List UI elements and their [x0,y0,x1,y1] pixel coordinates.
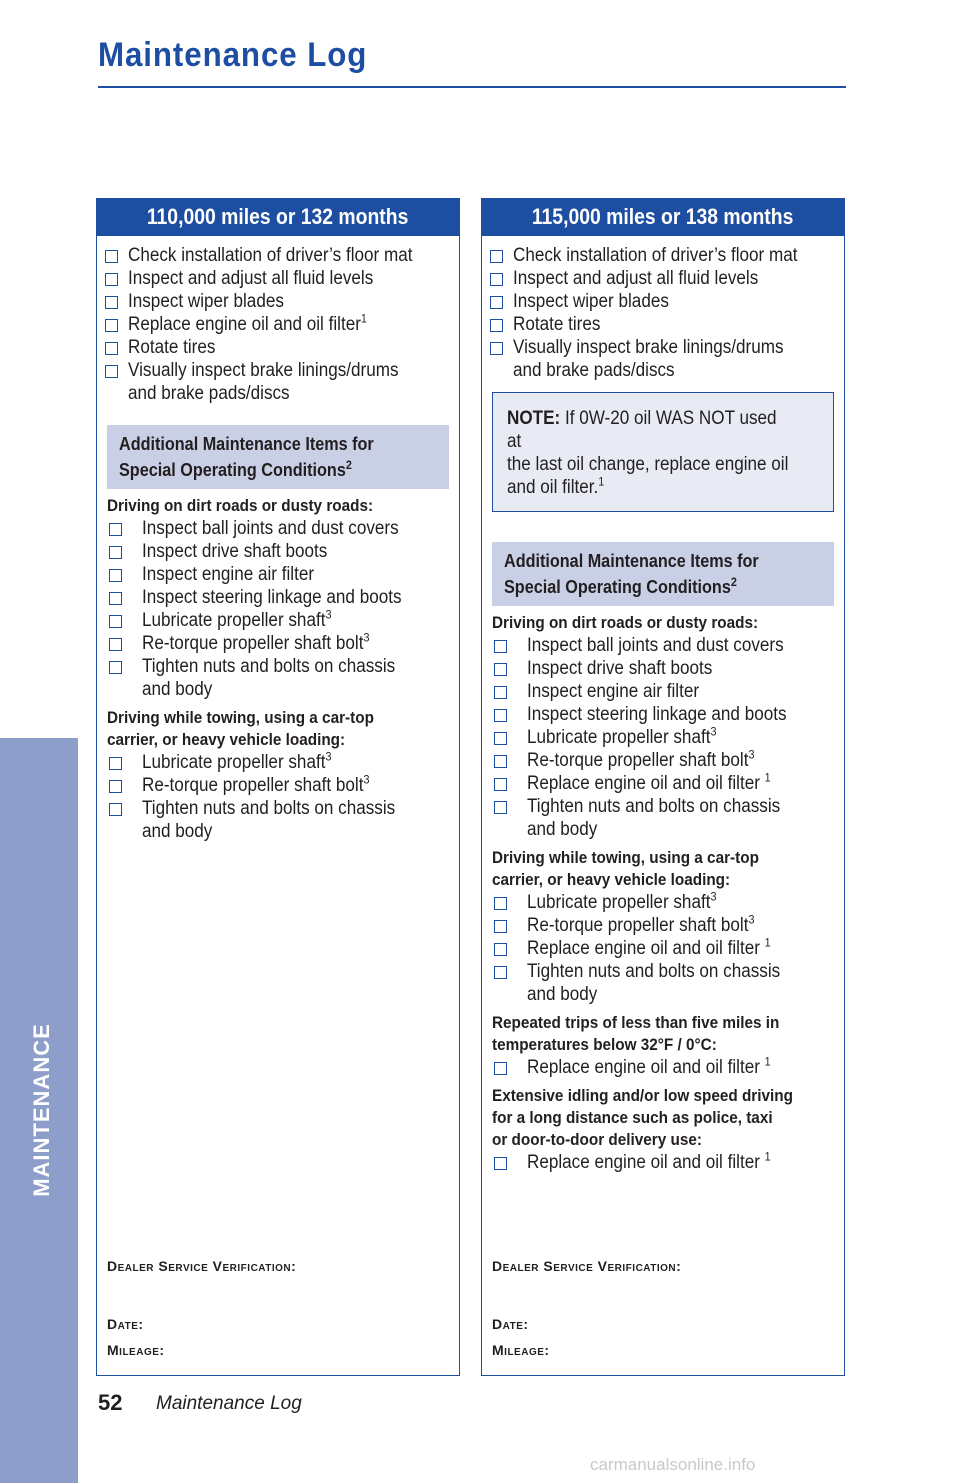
checkbox-icon[interactable] [494,755,507,768]
checklist-item-label: Re-torque propeller shaft bolt [142,775,364,796]
checkbox-icon[interactable] [494,778,507,791]
checklist-item [97,517,459,540]
checkbox-icon[interactable] [105,365,118,378]
checklist-item [482,290,844,313]
checklist-item-label: Replace engine oil and oil filter [527,773,765,794]
checkbox-icon[interactable] [109,592,122,605]
checkbox-icon[interactable] [109,615,122,628]
checklist-item-label: Inspect wiper blades [513,291,669,312]
checklist-item-label: Visually inspect brake linings/drums and brake pads/discs [513,337,784,381]
footnote-ref: 3 [710,889,717,904]
checkbox-icon[interactable] [490,273,503,286]
checklist-dirt [482,634,844,841]
checkbox-icon[interactable] [494,732,507,745]
checklist-item [482,680,844,703]
checklist-item-label: Tighten nuts and bolts on chassis and body [142,798,396,842]
column-header: 115,000 miles or 138 months [481,198,845,236]
footnote-ref: 3 [363,630,370,645]
checkbox-icon[interactable] [105,319,118,332]
condition-heading-dirt: Driving on dirt roads or dusty roads: [107,496,374,515]
watermark: carmanualsonline.info [590,1455,756,1474]
checklist-item-label: Inspect steering linkage and boots [527,704,787,725]
mileage-label: Mileage: [492,1342,550,1358]
checklist-short-trips [482,1056,844,1079]
checklist-item [482,960,844,1006]
checkbox-icon[interactable] [109,803,122,816]
checklist-item [97,313,459,336]
footnote-ref: 1 [360,311,367,326]
checklist-item [482,937,844,960]
checklist-item-label: Inspect and adjust all fluid levels [128,268,374,289]
checkbox-icon[interactable] [494,897,507,910]
checkbox-icon[interactable] [109,546,122,559]
checklist-item-label: Inspect and adjust all fluid levels [513,268,759,289]
checklist-item [97,244,459,267]
checklist-item [97,655,459,701]
checklist-item [482,657,844,680]
checklist-item-label: Check installation of driver’s floor mat [513,245,798,266]
checkbox-icon[interactable] [109,638,122,651]
checklist-item-label: Lubricate propeller shaft [527,892,711,913]
checkbox-icon[interactable] [109,780,122,793]
checklist-item [482,749,844,772]
title-rule [98,86,846,88]
condition-heading-short-trips: Repeated trips of less than five miles in temperatures below 32°F / 0°C: [492,1013,780,1054]
checklist-item [97,336,459,359]
checklist-item-label: Lubricate propeller shaft [142,752,326,773]
checkbox-icon[interactable] [494,966,507,979]
page-title: Maintenance Log [98,36,368,74]
checklist-item [97,586,459,609]
footnote-ref: 3 [748,747,755,762]
checklist-item [97,751,459,774]
checklist-item [482,914,844,937]
checklist-item [97,609,459,632]
checklist-item [482,244,844,267]
footnote-ref: 1 [764,1149,771,1164]
condition-heading-dirt: Driving on dirt roads or dusty roads: [492,613,759,632]
checklist [97,236,459,405]
note-text: If 0W-20 oil WAS NOT used at the last oil change, replace engine oil and oil filter. [507,408,789,498]
date-label: Date: [492,1316,529,1332]
checklist-item [482,703,844,726]
checklist-item-label: Rotate tires [513,314,601,335]
checklist-item-label: Tighten nuts and bolts on chassis and body [142,656,396,700]
checkbox-icon[interactable] [109,523,122,536]
checkbox-icon[interactable] [105,250,118,263]
checklist-item-label: Visually inspect brake linings/drums and brake pads/discs [128,360,399,404]
footnote-ref: 1 [764,1054,771,1069]
checklist-item [97,540,459,563]
footer-label: Maintenance Log [156,1393,302,1414]
checklist-item [482,1056,844,1079]
page-number: 52 [98,1390,123,1415]
checkbox-icon[interactable] [494,640,507,653]
checkbox-icon[interactable] [494,1157,507,1170]
checklist-item [97,359,459,405]
condition-heading-towing: Driving while towing, using a car-top carrier, or heavy vehicle loading: [107,708,374,749]
checklist-dirt [97,517,459,701]
checklist-item [482,1151,844,1174]
condition-heading-towing: Driving while towing, using a car-top carrier, or heavy vehicle loading: [492,848,759,889]
checklist-item [482,891,844,914]
note-label: NOTE: [507,408,561,429]
additional-title: Additional Maintenance Items for [504,551,759,571]
checklist-item [482,634,844,657]
footnote-ref: 3 [325,607,332,622]
checkbox-icon[interactable] [490,342,503,355]
note-box: NOTE: If 0W-20 oil WAS NOT used at the last oil change, replace engine oil and oil filter.$^1$ [492,392,834,512]
date-label: Date: [107,1316,144,1332]
checkbox-icon[interactable] [494,686,507,699]
checklist-item-label: Inspect drive shaft boots [142,541,328,562]
checklist-item-label: Inspect engine air filter [527,681,700,702]
checklist-item-label: Replace engine oil and oil filter [128,314,361,335]
checklist-towing [482,891,844,1006]
checklist-item [97,797,459,843]
checkbox-icon[interactable] [490,296,503,309]
maintenance-column-110k [96,198,460,1376]
checkbox-icon[interactable] [494,663,507,676]
checkbox-icon[interactable] [109,661,122,674]
additional-items-box [492,542,834,606]
checklist-item [482,726,844,749]
checklist-item-label: Replace engine oil and oil filter [527,938,765,959]
checklist-item-label: Inspect steering linkage and boots [142,587,402,608]
footnote-ref: 3 [325,749,332,764]
checklist-towing [97,751,459,843]
checklist-item-label: Rotate tires [128,337,216,358]
additional-items-box [107,425,449,489]
additional-title: Additional Maintenance Items for [119,434,374,454]
checklist-item [482,313,844,336]
checklist-item-label: Re-torque propeller shaft bolt [527,915,749,936]
checkbox-icon[interactable] [494,943,507,956]
checklist [482,236,844,382]
checklist-item [482,795,844,841]
checklist-item-label: Inspect ball joints and dust covers [142,518,399,539]
checkbox-icon[interactable] [109,757,122,770]
footnote-ref: 1 [764,770,771,785]
checklist-item [482,336,844,382]
column-header: 110,000 miles or 132 months [96,198,460,236]
checklist-item [97,290,459,313]
checkbox-icon[interactable] [490,250,503,263]
checkbox-icon[interactable] [494,920,507,933]
checklist-item [482,772,844,795]
checklist-item [482,267,844,290]
dealer-verification-label: Dealer Service Verification: [107,1258,297,1274]
checklist-item-label: Replace engine oil and oil filter [527,1152,765,1173]
checklist-item-label: Lubricate propeller shaft [142,610,326,631]
additional-title-line2: Special Operating Conditions$^2$ [504,575,737,597]
checklist-item-label: Inspect drive shaft boots [527,658,713,679]
checklist-item [97,632,459,655]
checklist-item-label: Re-torque propeller shaft bolt [142,633,364,654]
checklist-item-label: Lubricate propeller shaft [527,727,711,748]
checklist-item-label: Inspect engine air filter [142,564,315,585]
mileage-label: Mileage: [107,1342,165,1358]
dealer-verification-label: Dealer Service Verification: [492,1258,682,1274]
checklist-item-label: Tighten nuts and bolts on chassis and body [527,961,781,1005]
footnote-ref: 3 [748,912,755,927]
checkbox-icon[interactable] [105,296,118,309]
additional-title-line2: Special Operating Conditions$^2$ [119,458,352,480]
footnote-ref: 1 [764,935,771,950]
checklist-item-label: Re-torque propeller shaft bolt [527,750,749,771]
checkbox-icon[interactable] [490,319,503,332]
checkbox-icon[interactable] [105,273,118,286]
checklist-idling [482,1151,844,1174]
checkbox-icon[interactable] [109,569,122,582]
checklist-item-label: Tighten nuts and bolts on chassis and body [527,796,781,840]
maintenance-column-115k [481,198,845,1376]
checklist-item-label: Inspect ball joints and dust covers [527,635,784,656]
checklist-item [97,267,459,290]
side-tab-label: MAINTENANCE [29,1023,54,1197]
condition-heading-idling: Extensive idling and/or low speed driving for a long distance such as police, taxi or door-to-door delivery use: [492,1086,793,1149]
footnote-ref: 3 [363,772,370,787]
checklist-item-label: Replace engine oil and oil filter [527,1057,765,1078]
footnote-ref: 3 [710,724,717,739]
checklist-item-label: Inspect wiper blades [128,291,284,312]
checkbox-icon[interactable] [494,801,507,814]
checklist-item [97,563,459,586]
checklist-item [97,774,459,797]
checkbox-icon[interactable] [105,342,118,355]
checkbox-icon[interactable] [494,709,507,722]
checkbox-icon[interactable] [494,1062,507,1075]
checklist-item-label: Check installation of driver’s floor mat [128,245,413,266]
